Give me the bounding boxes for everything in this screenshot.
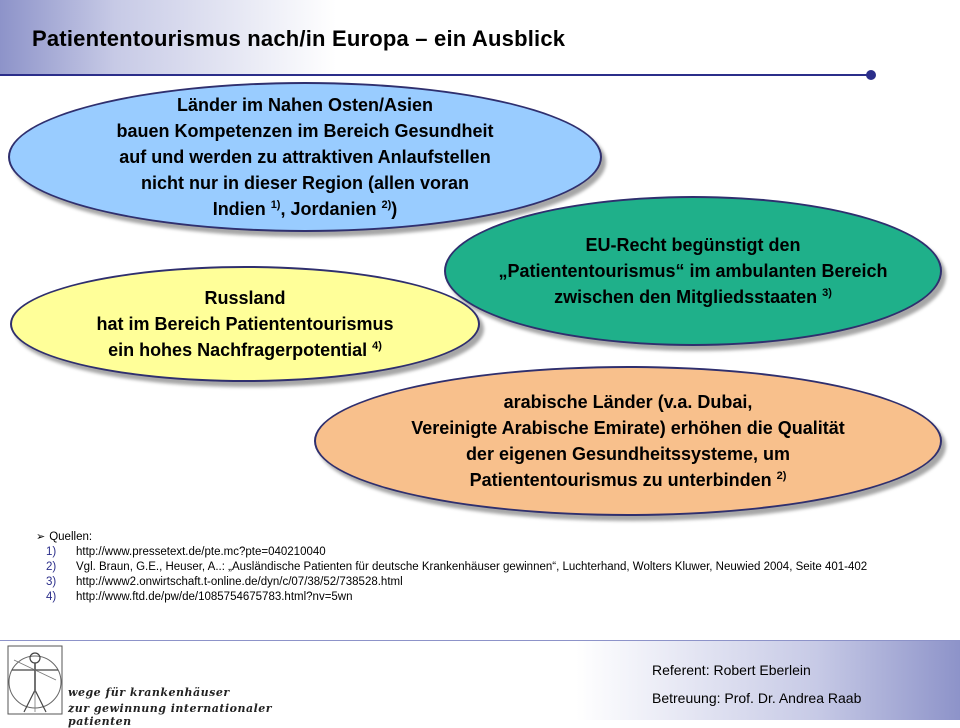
source-item	[46, 575, 936, 590]
source-item	[46, 560, 936, 575]
source-number: 4)	[46, 591, 57, 603]
source-text: http://www2.onwirtschaft.t-online.de/dyn/c/07/38/52/738528.html	[76, 576, 403, 588]
footer-logo	[6, 642, 306, 728]
sources-section	[36, 530, 936, 605]
source-number: 2)	[46, 561, 57, 573]
russia-line-2: hat im Bereich Patiententourismus	[96, 314, 394, 334]
asia-line-2: bauen Kompetenzen im Bereich Gesundheit	[116, 121, 494, 141]
asia-line-1: Länder im Nahen Osten/Asien	[176, 95, 434, 115]
sources-list	[36, 545, 936, 605]
source-item	[46, 545, 936, 560]
arab-line-4: Patiententourismus zu unterbinden $^{2)}$	[469, 470, 787, 490]
referent-label: Referent: Robert Eberlein	[652, 662, 811, 678]
eu-line-1: EU-Recht begünstigt den	[585, 235, 801, 255]
logo-text-line-2: zur gewinnung internationaler patienten	[68, 702, 273, 728]
source-item	[46, 590, 936, 605]
vitruvian-man-icon	[6, 642, 70, 718]
arrow-bullet-icon: ➢	[36, 531, 46, 543]
title-underline	[0, 74, 872, 76]
arab-line-1: arabische Länder (v.a. Dubai,	[503, 392, 753, 412]
source-number: 3)	[46, 576, 57, 588]
russia-line-3: ein hohes Nachfragerpotential $^{4)}$	[108, 340, 382, 360]
sources-heading-label: Quellen:	[49, 530, 93, 543]
asia-line-4: nicht nur in dieser Region (allen voran	[140, 173, 470, 193]
eu-line-3: zwischen den Mitgliedsstaaten $^{3)}$	[554, 287, 832, 307]
russia-ellipse	[10, 266, 480, 382]
logo-text-line-1: wege für krankenhäuser	[68, 686, 230, 699]
asia-line-3: auf und werden zu attraktiven Anlaufstellen	[119, 147, 491, 167]
asia-line-5: Indien $^{1)}$, Jordanien $^{2)}$)	[212, 199, 398, 219]
sources-heading	[36, 530, 936, 543]
source-text: http://www.pressetext.de/pte.mc?pte=040210040	[76, 546, 326, 558]
betreuung-label: Betreuung: Prof. Dr. Andrea Raab	[652, 690, 862, 706]
footer-divider	[0, 640, 960, 641]
source-text: Vgl. Braun, G.E., Heuser, A..: „Ausländische Patienten für deutsche Krankenhäuser gewinnen“, Luchterhand, Wolters Kluwer, Neuwied 2004, Seite 401-402	[76, 561, 868, 573]
asia-ellipse	[8, 82, 602, 232]
title-line-dot	[866, 70, 876, 80]
arab-line-3: der eigenen Gesundheitssysteme, um	[465, 444, 791, 464]
page-title: Patiententourismus nach/in Europa – ein Ausblick	[32, 26, 566, 51]
source-text: http://www.ftd.de/pw/de/1085754675783.html?nv=5wn	[76, 591, 353, 603]
russia-line-1: Russland	[204, 288, 286, 308]
eu-line-2: „Patiententourismus“ im ambulanten Bereich	[498, 261, 888, 281]
source-number: 1)	[46, 546, 57, 558]
arab-line-2: Vereinigte Arabische Emirate) erhöhen die Qualität	[411, 418, 845, 438]
arab-ellipse	[314, 366, 942, 516]
eu-ellipse	[444, 196, 942, 346]
